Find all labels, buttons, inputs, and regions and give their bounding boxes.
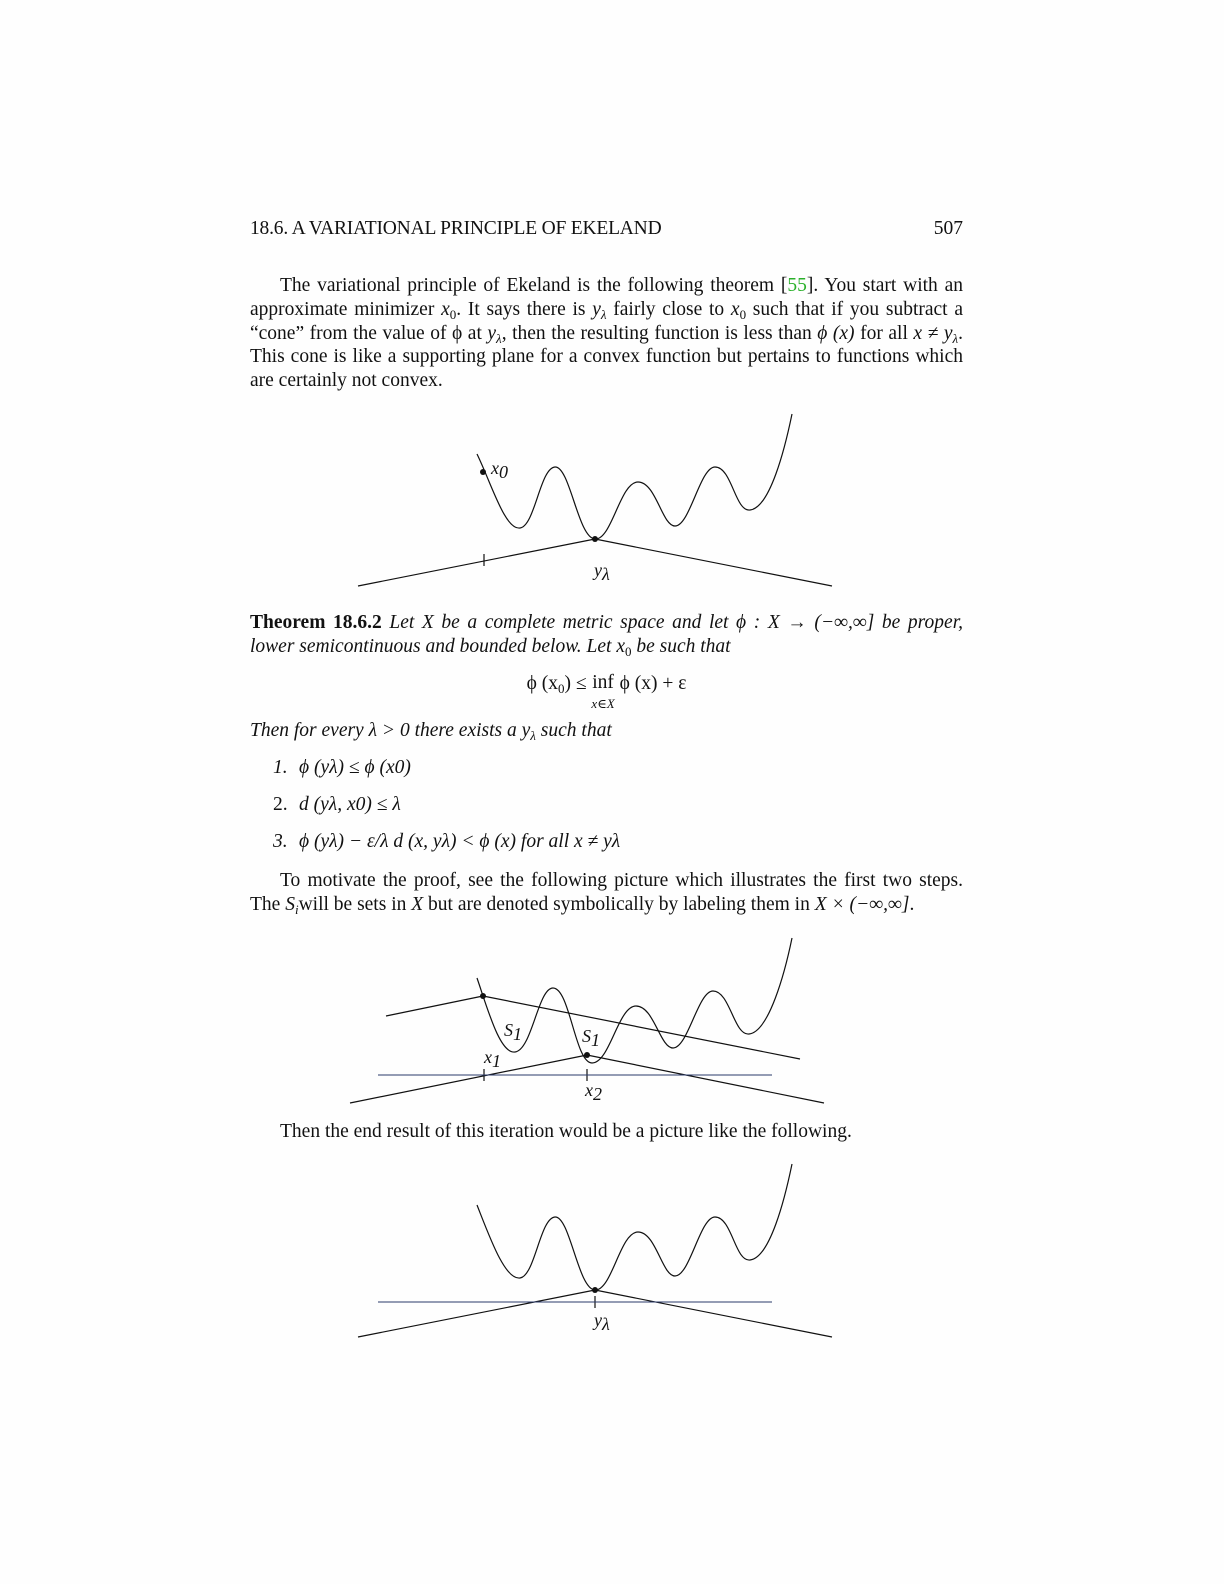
citation-link[interactable]: 55 [787,275,807,296]
page-number: 507 [933,218,963,239]
svg-text:x2: x2 [585,1080,602,1104]
label-x0: x0 [491,458,508,482]
svg-text:x1: x1 [484,1047,501,1071]
list-item: 2. d (yλ, x0) ≤ λ [273,794,401,815]
intro-paragraph: The variational principle of Ekeland is the following theorem [55]. You start with an approximate minimizer $x_0$. It says there is $y_\lambda$ fairly close to $x_0$ such that if you subtract a “cone” from the value of ϕ at $y_\lambda$, then the resulting function is less than ϕ (x) for all $x \ne y_\lambda$. This cone is like a supporting plane for a convex function but pertains to functions which are certainly not convex. [250,275,963,392]
display-equation: ϕ $(x_0)$ ≤ inf x∈X ϕ (x) + ε [526,672,687,711]
theorem-then: Then for every λ > 0 there exists a $y_\lambda$ such that [250,720,612,743]
svg-text:S1: S1 [504,1020,522,1044]
label-ylambda: yλ [594,560,610,584]
theorem-head: Theorem 18.6.2 [250,612,382,633]
curve [477,1164,792,1290]
list-item: 3. ϕ (yλ) − ε/λ d (x, yλ) < ϕ (x) for all x ≠ yλ [273,831,621,852]
cone-left [358,1290,595,1337]
cone-right [595,1290,832,1337]
section-title: 18.6. A VARIATIONAL PRINCIPLE OF EKELAND [250,218,662,239]
theorem-statement: Theorem 18.6.2 Let X be a complete metric space and let ϕ : X → (−∞,∞] be proper, lower semicontinuous and bounded below. Let $x_0$ be such that [250,612,964,659]
svg-text:S1: S1 [582,1026,600,1050]
list-item: 1. ϕ (yλ) ≤ ϕ (x0) [273,757,411,778]
motivation-paragraph: To motivate the proof, see the following picture which illustrates the first two steps. The $S_iwill$ be sets in X but are denoted symbolically by labeling them in X × (−∞,∞]. [250,870,963,917]
end-result-text: Then the end result of this iteration would be a picture like the following. [280,1121,852,1142]
label-ylambda: yλ [594,1310,610,1334]
